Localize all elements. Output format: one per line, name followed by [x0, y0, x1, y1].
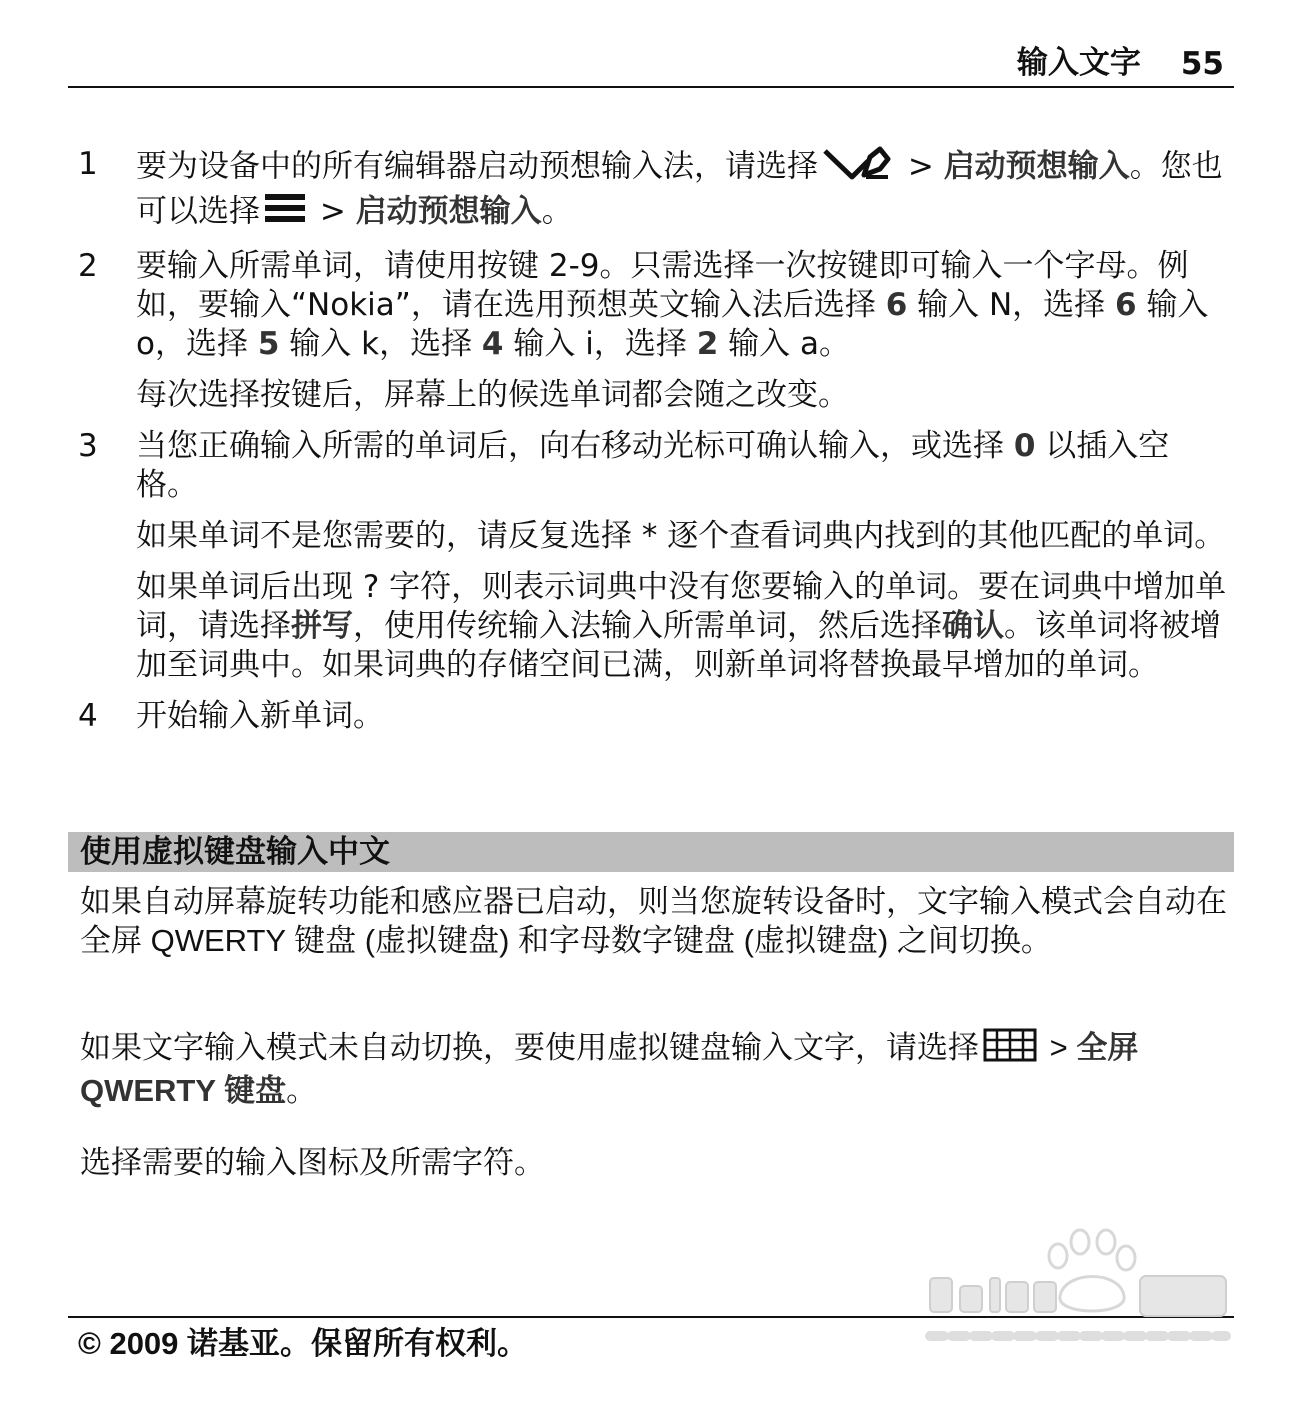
- text-run: ，使用传统输入法输入所需单词，然后选择: [353, 608, 942, 644]
- bold-term: 启动预想输入: [943, 148, 1130, 185]
- step-number: 2: [78, 248, 98, 284]
- text-run: 以插入空格。: [136, 428, 1170, 503]
- text-run: 输入 k，选择: [279, 326, 482, 362]
- text-run: 每次选择按键后，屏幕上的候选单词都会随之改变。: [136, 377, 849, 413]
- step-body: [136, 247, 1228, 415]
- section-paragraph-2-bold: 全屏 QWERTY 键盘: [80, 1030, 1139, 1109]
- text-run: 要为设备中的所有编辑器启动预想输入法，请选择: [136, 148, 818, 185]
- step-item: [78, 247, 1228, 415]
- section-paragraph-2-sep: >: [1041, 1030, 1077, 1065]
- section-paragraph-2-end: 。: [286, 1073, 318, 1109]
- text-run: 要输入所需单词，请使用按键 2-9。只需选择一次按键即可输入一个字母。例如，要输入“Nokia”，请在选用预想英文输入法后选择: [136, 248, 1189, 323]
- bold-term: 6: [1115, 287, 1137, 323]
- step-paragraph: [136, 568, 1228, 685]
- text-run: 输入 i，选择: [503, 326, 697, 362]
- section-heading: 使用虚拟键盘输入中文: [68, 832, 1234, 872]
- section-paragraph-3: 选择需要的输入图标及所需字符。: [80, 1145, 545, 1180]
- step-item: [78, 145, 1228, 235]
- step-paragraph: [136, 376, 1228, 415]
- bold-term: 4: [481, 326, 504, 362]
- page-header-title: 输入文字: [1016, 45, 1141, 81]
- step-paragraph: [136, 247, 1228, 364]
- text-run: 开始输入新单词。: [136, 698, 384, 734]
- section-paragraph-2-text: 如果文字输入模式未自动切换，要使用虚拟键盘输入文字，请选择: [80, 1030, 979, 1065]
- step-body: [136, 697, 1228, 736]
- text-run: >: [310, 193, 356, 230]
- step-paragraph: [136, 145, 1228, 235]
- step-number: 4: [78, 698, 98, 734]
- section-paragraph-2: [80, 1028, 1228, 1110]
- step-number: 1: [78, 146, 98, 182]
- bold-term: 拼写: [291, 608, 353, 644]
- section-paragraph-1: 如果自动屏幕旋转功能和感应器已启动，则当您旋转设备时，文字输入模式会自动在全屏 QWERTY 键盘 (虚拟键盘) 和字母数字键盘 (虚拟键盘) 之间切换。: [80, 884, 1227, 958]
- text-run: 当您正确输入所需的单词后，向右移动光标可确认输入，或选择: [136, 428, 1014, 464]
- step-paragraph: [136, 427, 1228, 505]
- footer-copyright: © 2009 诺基亚。保留所有权利。: [68, 1316, 1234, 1364]
- text-run: 。该单词将被增加至词典中。如果词典的存储空间已满，则新单词将替换最早增加的单词。: [136, 608, 1221, 683]
- text-run: 如果单词后出现 ? 字符，则表示词典中没有您要输入的单词。要在词典中增加单词，请选择: [136, 569, 1227, 644]
- bold-term: 启动预想输入: [355, 193, 542, 230]
- bold-term: 6: [885, 287, 908, 323]
- text-run: >: [898, 148, 944, 185]
- step-body: [136, 427, 1228, 685]
- step-number: 3: [78, 428, 98, 464]
- step-item: [78, 697, 1228, 736]
- text-run: 输入 a。: [718, 326, 850, 362]
- bold-term: 2: [696, 326, 719, 362]
- text-run: 。: [541, 193, 573, 230]
- keyboard-icon: [983, 1028, 1037, 1071]
- page-number: 55: [1180, 46, 1224, 82]
- bold-term: 5: [257, 326, 280, 362]
- text-run: 输入 N，选择: [907, 287, 1116, 323]
- text-run: 。您也可以选择: [136, 148, 1223, 230]
- step-item: [78, 427, 1228, 685]
- step-paragraph: [136, 517, 1228, 556]
- step-body: [136, 145, 1228, 235]
- text-run: 输入 o，选择: [136, 287, 1209, 362]
- bold-term: 确认: [942, 608, 1004, 644]
- text-run: 如果单词不是您需要的，请反复选择 * 逐个查看词典内找到的其他匹配的单词。: [136, 518, 1226, 554]
- page-header: [68, 44, 1234, 88]
- menu-icon: [264, 191, 306, 235]
- step-paragraph: [136, 697, 1228, 736]
- steps-list: [78, 145, 1228, 748]
- bold-term: 0: [1013, 428, 1036, 464]
- pen-icon: [822, 145, 894, 191]
